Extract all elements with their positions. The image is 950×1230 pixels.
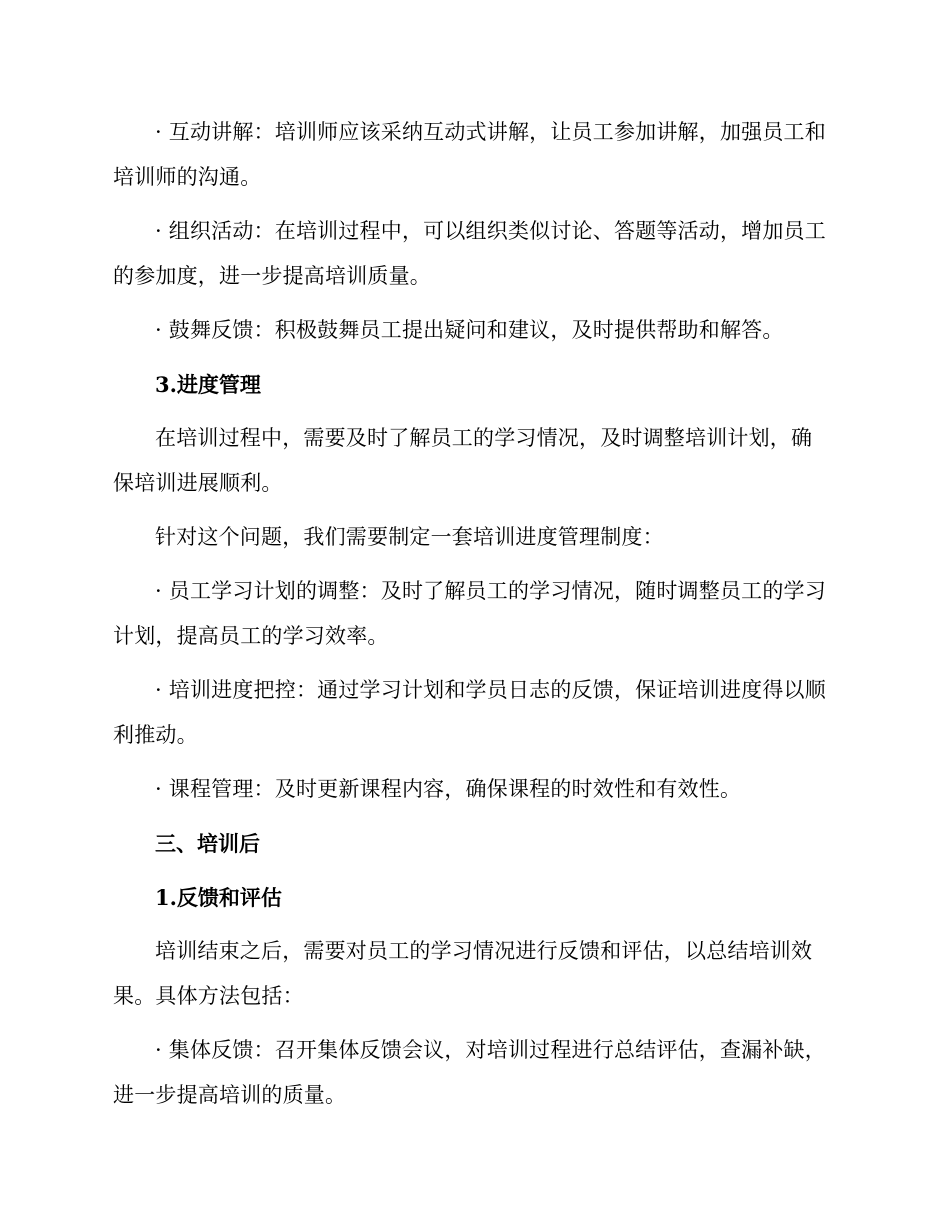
paragraph-feedback-intro: 培训结束之后，需要对员工的学习情况进行反馈和评估，以总结培训效果。具体方法包括：	[113, 939, 813, 1008]
section-heading-progress-management: 3.进度管理	[155, 372, 261, 397]
bullet-interactive-lecture: · 互动讲解：培训师应该采纳互动式讲解，让员工参加讲解，加强员工和培训师的沟通。	[113, 120, 826, 189]
bullet-study-plan-adjustment: · 员工学习计划的调整：及时了解员工的学习情况，随时调整员工的学习计划，提高员工的学习效率。	[113, 579, 826, 648]
paragraph-progress-system: 针对这个问题，我们需要制定一套培训进度管理制度：	[155, 525, 664, 549]
document-body	[113, 110, 833, 1127]
bullet-course-management: · 课程管理：及时更新课程内容，确保课程的时效性和有效性。	[155, 777, 742, 801]
bullet-organize-activities: · 组织活动：在培训过程中，可以组织类似讨论、答题等活动，增加员工的参加度，进一步提高培训质量。	[113, 219, 826, 288]
paragraph-progress-intro: 在培训过程中，需要及时了解员工的学习情况，及时调整培训计划，确保培训进展顺利。	[113, 426, 813, 495]
section-heading-feedback-evaluation: 1.反馈和评估	[155, 885, 282, 910]
bullet-group-feedback: · 集体反馈：召开集体反馈会议，对培训过程进行总结评估，查漏补缺，进一步提高培训的质量。	[113, 1038, 826, 1107]
bullet-progress-control: · 培训进度把控：通过学习计划和学员日志的反馈，保证培训进度得以顺利推动。	[113, 678, 826, 747]
chapter-heading-after-training: 三、培训后	[155, 831, 260, 856]
bullet-encourage-feedback: · 鼓舞反馈：积极鼓舞员工提出疑问和建议，及时提供帮助和解答。	[155, 318, 784, 342]
